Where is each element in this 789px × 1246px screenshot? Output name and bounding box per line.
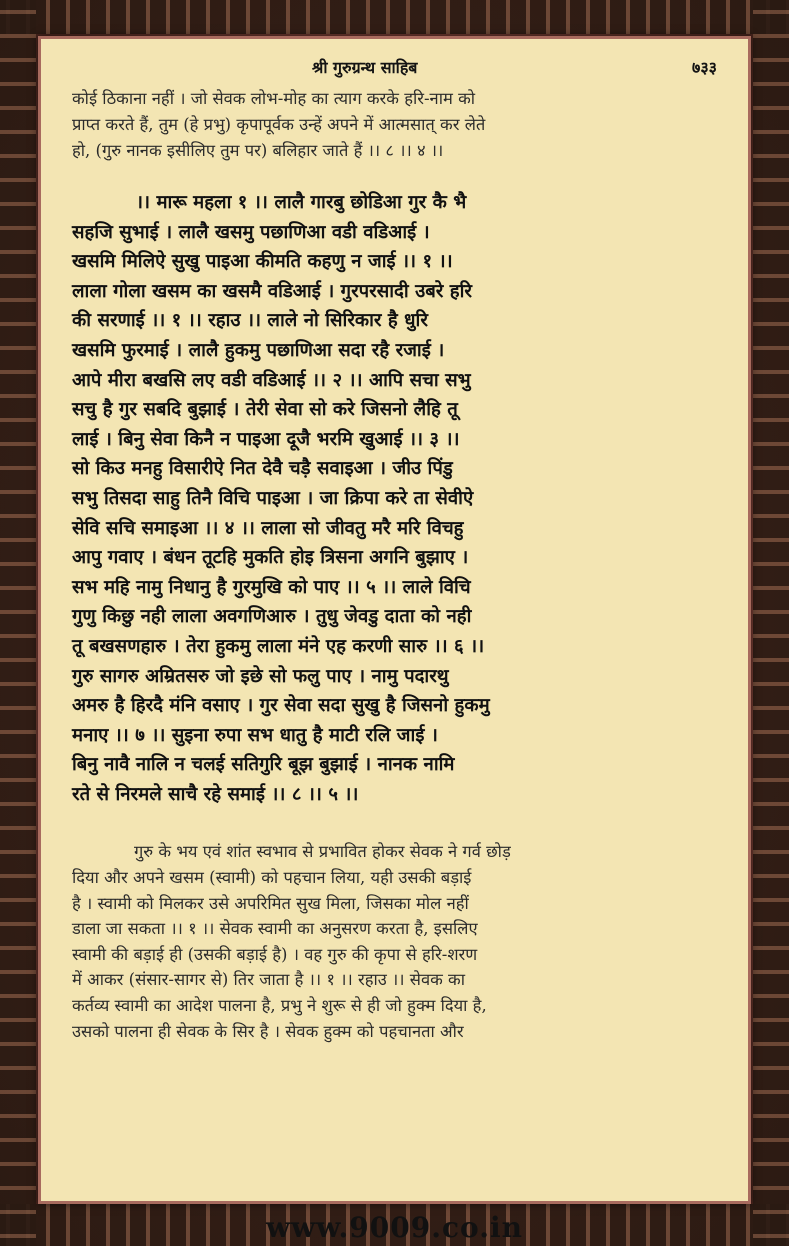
commentary-top	[72, 86, 723, 164]
commentary-line: उसको पालना ही सेवक के सिर है । सेवक हुक्म को पहचानता और	[72, 1021, 464, 1041]
hymn-line: की सरणाई ।। १ ।। रहाउ ।। लाले नो सिरिकार है धुरि	[72, 310, 428, 332]
hymn-text	[72, 188, 723, 809]
hymn-line: ।। मारू महला १ ।। लालै गारबु छोडिआ गुर कै भै	[136, 192, 467, 213]
hymn-line: खसमि फुरमाई । लालै हुकमु पछाणिआ सदा रहै रजाई ।	[72, 339, 445, 361]
hymn-line: गुरु सागरु अम्रितसरु जो इछे सो फलु पाए । नामु पदारथु	[72, 665, 449, 687]
page-header	[72, 56, 723, 86]
commentary-line: कर्तव्य स्वामी का आदेश पालना है, प्रभु ने शुरू से ही जो हुक्म दिया है,	[72, 996, 487, 1016]
hymn-line: रते से निरमले साचै रहे समाई ।। ८ ।। ५ ।।	[72, 783, 359, 805]
commentary-line: है । स्वामी को मिलकर उसे अपरिमित सुख मिला, जिसका मोल नहीं	[72, 893, 469, 913]
commentary-bottom	[72, 839, 723, 1044]
hymn-line: गुणु किछु नही लाला अवगणिआरु । तुधु जेवडु दाता को नही	[72, 606, 472, 628]
hymn-line: लाई । बिनु सेवा किनै न पाइआ दूजै भरमि खुआई ।। ३ ।।	[72, 428, 460, 450]
website-watermark: www.9009.co.in	[266, 1211, 523, 1244]
hymn-line: बिनु नावै नालि न चलई सतिगुरि बूझ बुझाई । नानक नामि	[72, 754, 455, 776]
hymn-line: तू बखसणहारु । तेरा हुकमु लाला मंने एह करणी सारु ।। ६ ।।	[72, 635, 485, 657]
hymn-line: लाला गोला खसम का खसमै वडिआई । गुरपरसादी उबरे हरि	[72, 280, 472, 302]
frame-border-right	[753, 0, 789, 1246]
frame-border-left	[0, 0, 36, 1246]
hymn-line: सचु है गुर सबदि बुझाई । तेरी सेवा सो करे जिसनो लैहि तू	[72, 399, 458, 421]
hymn-line: सहजि सुभाई । लालै खसमु पछाणिआ वडी वडिआई ।	[72, 221, 430, 243]
page-number: ७३३	[692, 58, 717, 77]
hymn-line: सेवि सचि समाइआ ।। ४ ।। लाला सो जीवतु मरै मरि विचहु	[72, 517, 464, 539]
hymn-line: आपे मीरा बखसि लए वडी वडिआई ।। २ ।। आपि सचा सभु	[72, 369, 471, 391]
hymn-line: आपु गवाए । बंधन तूटहि मुकति होइ त्रिसना अगनि बुझाए ।	[72, 547, 469, 569]
commentary-line: गुरु के भय एवं शांत स्वभाव से प्रभावित होकर सेवक ने गर्व छोड़	[134, 842, 511, 862]
frame-border-top	[0, 0, 789, 34]
hymn-line: खसमि मिलिऐ सुखु पाइआ कीमति कहणु न जाई ।। १ ।।	[72, 251, 453, 273]
hymn-line: सभ महि नामु निधानु है गुरमुखि को पाए ।। ५ ।। लाले विचि	[72, 576, 471, 598]
hymn-line: अमरु है हिरदै मंनि वसाए । गुर सेवा सदा सुखु है जिसनो हुकमु	[72, 695, 490, 717]
commentary-line: डाला जा सकता ।। १ ।। सेवक स्वामी का अनुसरण करता है, इसलिए	[72, 919, 478, 939]
commentary-line: हो, (गुरु नानक इसीलिए तुम पर) बलिहार जाते हैं ।। ८ ।। ४ ।।	[72, 141, 444, 160]
hymn-line: मनाए ।। ७ ।। सुइना रुपा सभ धातु है माटी रलि जाई ।	[72, 724, 438, 746]
commentary-line: दिया और अपने खसम (स्वामी) को पहचान लिया, यही उसकी बड़ाई	[72, 868, 472, 888]
commentary-line: कोई ठिकाना नहीं । जो सेवक लोभ-मोह का त्याग करके हरि-नाम को	[72, 89, 476, 108]
commentary-line: में आकर (संसार-सागर से) तिर जाता है ।। १ ।। रहाउ ।। सेवक का	[72, 970, 465, 990]
scripture-page	[38, 36, 751, 1204]
hymn-line: सभु तिसदा साहु तिनै विचि पाइआ । जा क्रिपा करे ता सेवीऐ	[72, 487, 474, 509]
commentary-line: स्वामी की बड़ाई ही (उसकी बड़ाई है) । वह गुरु की कृपा से हरि-शरण	[72, 944, 478, 964]
commentary-line: प्राप्त करते हैं, तुम (हे प्रभु) कृपापूर्वक उन्हें अपने में आत्मसात् कर लेते	[72, 115, 486, 134]
page-title: श्री गुरुग्रन्थ साहिब	[312, 58, 418, 77]
hymn-line: सो किउ मनहु विसारीऐ नित देवै चड़ै सवाइआ । जीउ पिंडु	[72, 458, 453, 480]
